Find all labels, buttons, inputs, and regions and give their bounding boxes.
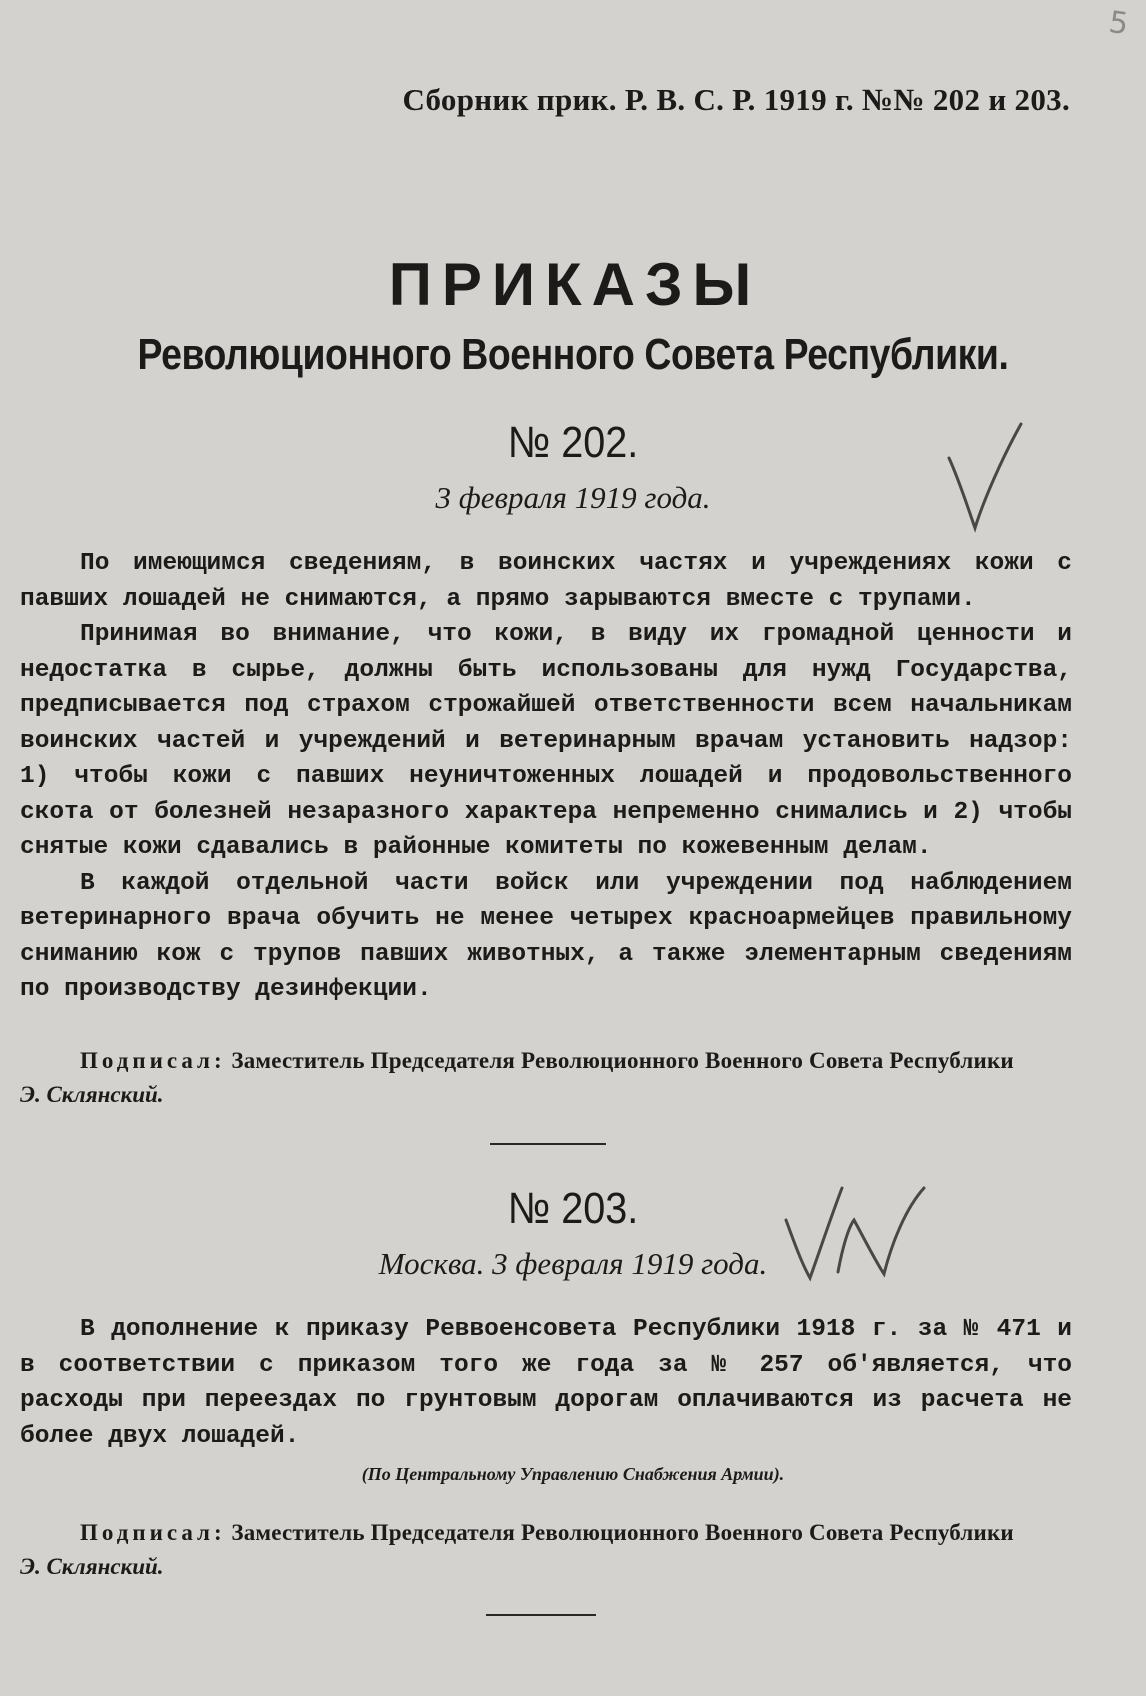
document-subtitle: Революционного Военного Совета Республики. [137, 330, 1009, 379]
order-202-date: 3 февраля 1919 года. [435, 480, 711, 515]
handwritten-check-icon [945, 420, 1025, 540]
section-divider [490, 1143, 606, 1145]
section-divider-bottom [486, 1614, 596, 1616]
order-202-paragraph-1: По имеющимся сведениям, в воинских частях и учреждениях кожи с павших лошадей не снимаются, а прямо зарываются вместе с трупами. [20, 550, 1072, 613]
order-202-body [20, 546, 1072, 1008]
signer-name: Э. Склянский. [20, 1554, 164, 1579]
handwritten-initials-icon [780, 1180, 930, 1290]
document-title: ПРИКАЗЫ [388, 251, 762, 318]
signer-role: Заместитель Председателя Революционного Военного Совета Республики [231, 1048, 1014, 1073]
signer-name: Э. Склянский. [20, 1082, 164, 1107]
order-203-source-note: (По Центральному Управлению Снабжения Армии). [361, 1464, 785, 1484]
order-203-date: Москва. 3 февраля 1919 года. [378, 1246, 768, 1281]
page-corner-mark: 5 [1106, 4, 1131, 43]
order-202-number: № 202. [507, 418, 639, 467]
order-203-paragraph-1: В дополнение к приказу Реввоенсовета Республики 1918 г. за № 471 и в соответствии с приказом того же года за № 257 об'является, что расходы при переездах по грунтовым дорогам оплачиваются из расчета не более двух лошадей. [20, 1316, 1072, 1450]
order-203-number: № 203. [507, 1184, 639, 1233]
order-202-signature [20, 1044, 1072, 1112]
signed-label: Подписал: [80, 1520, 226, 1545]
collection-header: Сборник прик. Р. В. С. Р. 1919 г. №№ 202 и 203. [402, 82, 1070, 117]
signed-label: Подписал: [80, 1048, 226, 1073]
order-203-signature [20, 1516, 1072, 1584]
signer-role: Заместитель Председателя Революционного Военного Совета Республики [231, 1520, 1014, 1545]
order-203-body [20, 1312, 1072, 1454]
order-202-paragraph-2: Принимая во внимание, что кожи, в виду их громадной ценности и недостатка в сырье, должны быть использованы для нужд Государства, предписывается под страхом строжайшей ответственности всем начальникам воинских частей и учреждений и ветеринарным врачам установить надзор: 1) чтобы кожи с павших неуничтоженных лошадей и продовольственного скота от болезней незаразного характера непременно снимались и 2) чтобы снятые кожи сдавались в районные комитеты по кожевенным делам. [20, 621, 1072, 861]
order-202-paragraph-3: В каждой отдельной части войск или учреждении под наблюдением ветеринарного врача обучить не менее четырех красноармейцев правильному сниманию кож с трупов павших животных, а также элементарным сведениям по производству дезинфекции. [20, 869, 1072, 1003]
